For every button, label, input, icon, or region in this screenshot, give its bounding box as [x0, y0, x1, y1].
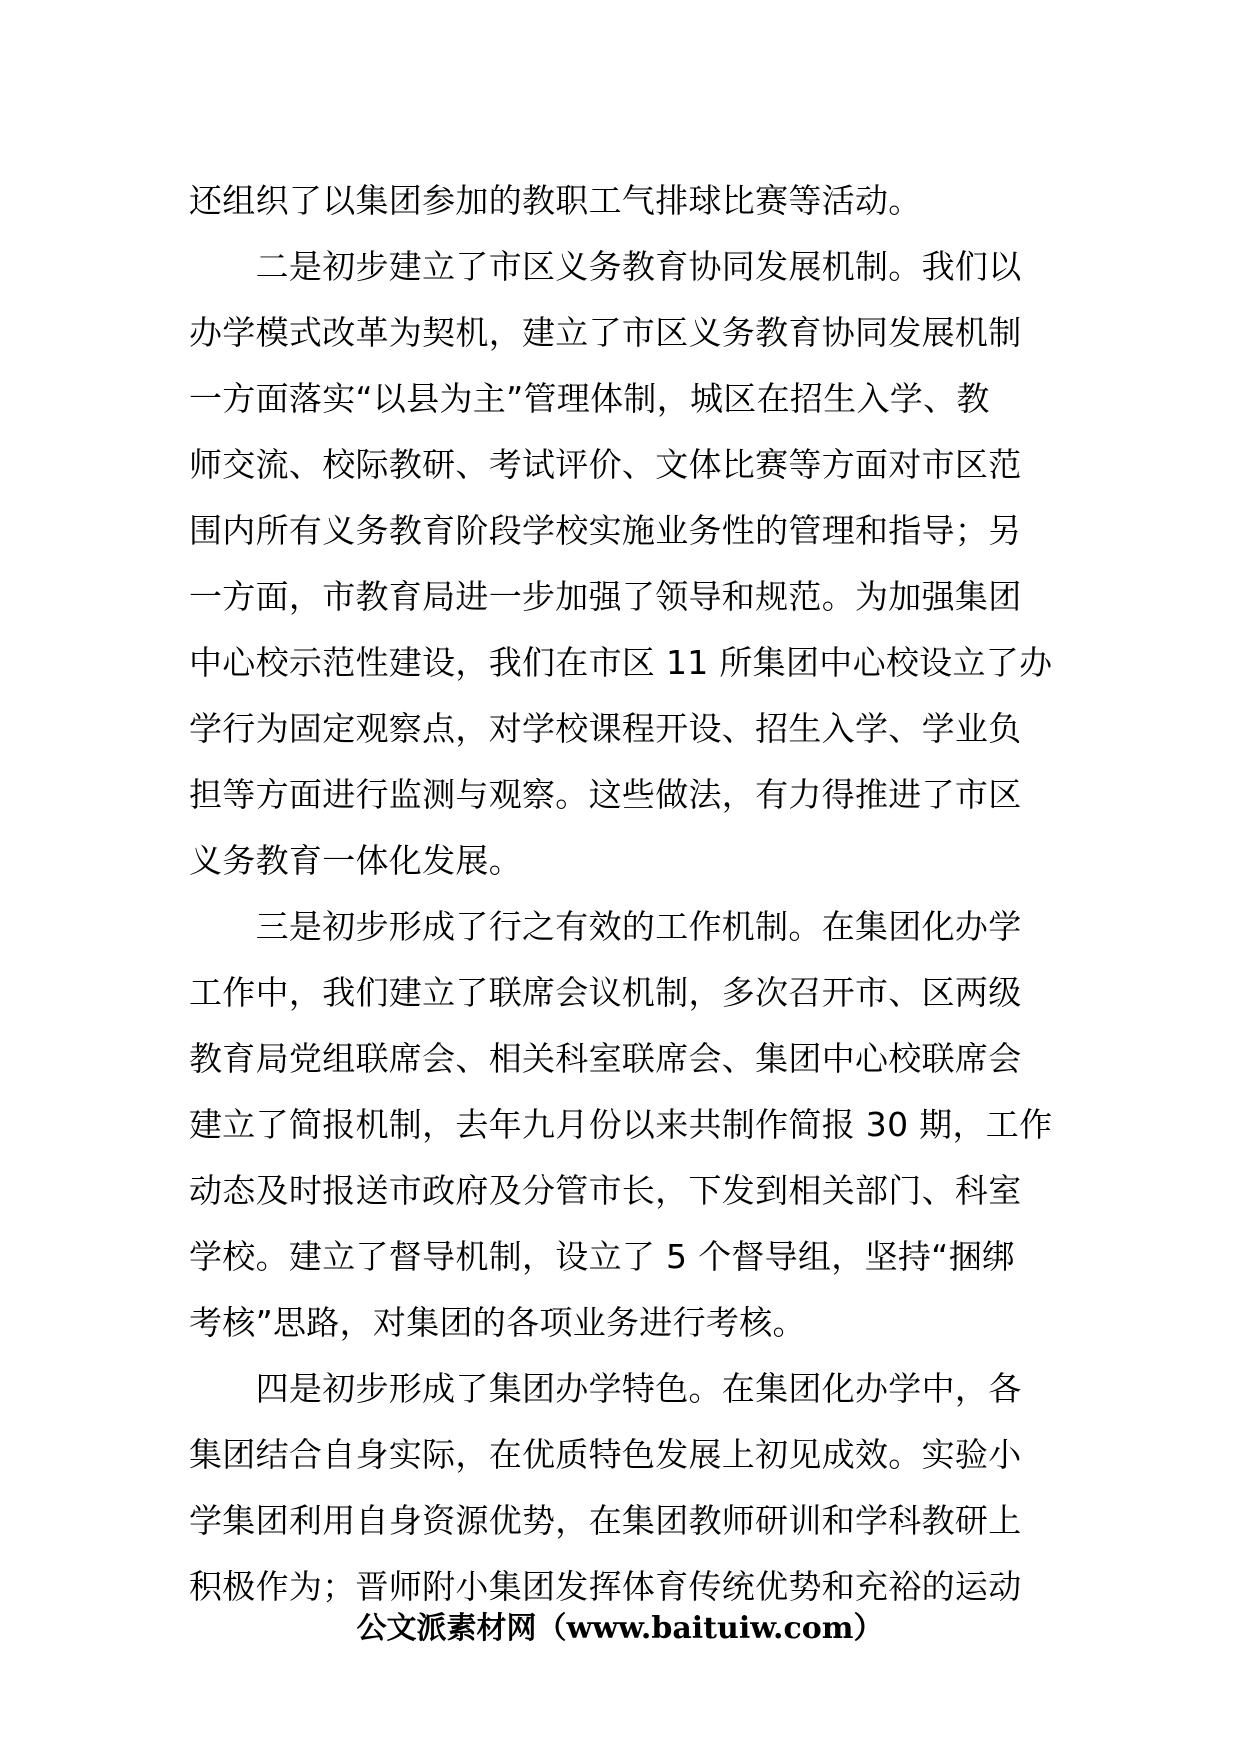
text-line: 学集团利用自身资源优势，在集团教师研训和学科教研上	[189, 1501, 1022, 1540]
text-line: 建立了简报机制，去年九月份以来共制作简报 30 期，工作	[189, 1105, 1053, 1144]
text-line: 二是初步建立了市区义务教育协同发展机制。我们以	[189, 247, 1022, 286]
text-line: 义务教育一体化发展。	[189, 841, 522, 880]
text-line: 一方面落实“以县为主”管理体制，城区在招生入学、教	[189, 379, 990, 418]
text-line: 中心校示范性建设，我们在市区 11 所集团中心校设立了办	[189, 643, 1053, 682]
text-line: 积极作为；晋师附小集团发挥体育传统优势和充裕的运动	[189, 1567, 1022, 1606]
text-line: 动态及时报送市政府及分管市长，下发到相关部门、科室	[189, 1171, 1022, 1210]
text-line: 四是初步形成了集团办学特色。在集团化办学中，各	[189, 1369, 1022, 1408]
text-line: 一方面，市教育局进一步加强了领导和规范。为加强集团	[189, 577, 1022, 616]
text-line: 三是初步形成了行之有效的工作机制。在集团化办学	[189, 907, 1022, 946]
text-line: 考核”思路，对集团的各项业务进行考核。	[189, 1303, 806, 1342]
text-line: 办学模式改革为契机，建立了市区义务教育协同发展机制	[189, 313, 1022, 352]
text-line: 学行为固定观察点，对学校课程开设、招生入学、学业负	[189, 709, 1022, 748]
text-line: 教育局党组联席会、相关科室联席会、集团中心校联席会	[189, 1039, 1022, 1078]
text-line: 担等方面进行监测与观察。这些做法，有力得推进了市区	[189, 775, 1022, 814]
text-line: 师交流、校际教研、考试评价、文体比赛等方面对市区范	[189, 445, 1022, 484]
text-line: 集团结合自身实际，在优质特色发展上初见成效。实验小	[189, 1435, 1022, 1474]
footer-watermark: 公文派素材网（www.baituiw.com）	[356, 1611, 884, 1646]
text-line: 还组织了以集团参加的教职工气排球比赛等活动。	[189, 181, 922, 220]
text-line: 工作中，我们建立了联席会议机制，多次召开市、区两级	[189, 973, 1022, 1012]
body-text	[189, 168, 1057, 1620]
text-line: 学校。建立了督导机制，设立了 5 个督导组，坚持“捆绑	[189, 1237, 1016, 1276]
text-line: 围内所有义务教育阶段学校实施业务性的管理和指导；另	[189, 511, 1022, 550]
